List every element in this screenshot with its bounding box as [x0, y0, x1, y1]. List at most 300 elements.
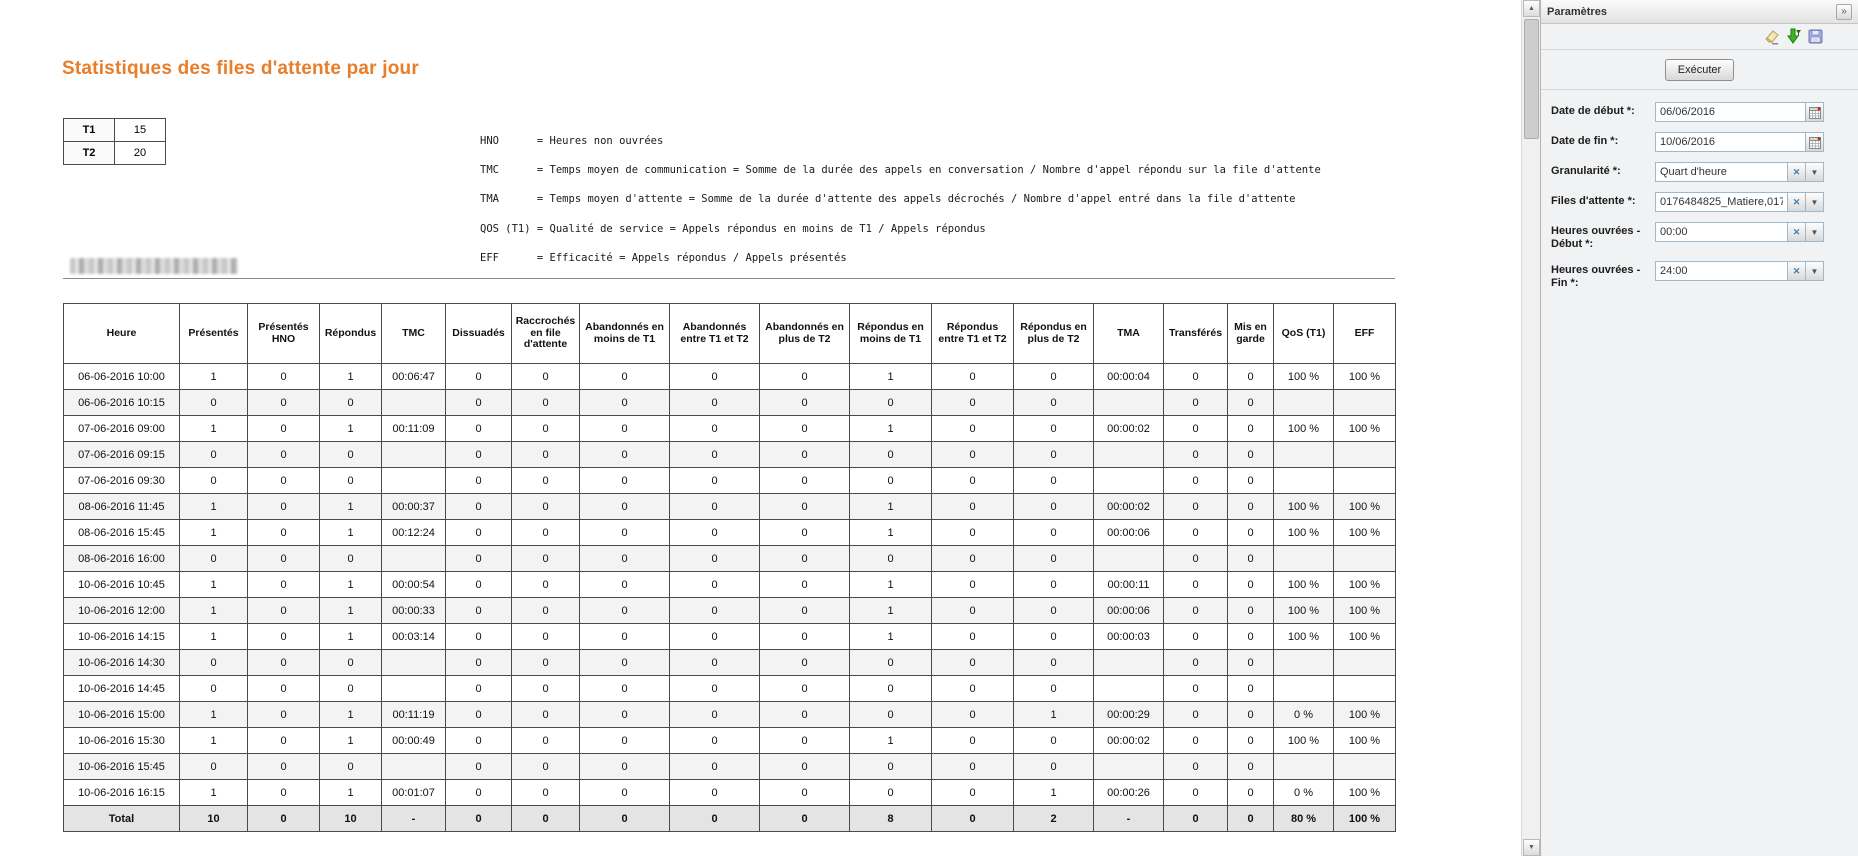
table-cell: 0	[760, 572, 850, 598]
table-cell: 0	[512, 702, 580, 728]
table-cell: -	[1094, 806, 1164, 832]
table-row	[64, 468, 1396, 494]
threshold-value: 20	[115, 142, 166, 165]
table-cell: 0	[1014, 546, 1094, 572]
granularite-input[interactable]	[1655, 162, 1788, 182]
table-cell: 0	[760, 780, 850, 806]
table-row	[64, 780, 1396, 806]
table-cell: 0	[512, 624, 580, 650]
save-icon[interactable]	[1807, 28, 1824, 45]
table-cell: 00:11:19	[382, 702, 446, 728]
table-cell: 10-06-2016 15:45	[64, 754, 180, 780]
table-cell: 1	[850, 598, 932, 624]
table-cell: 0	[248, 598, 320, 624]
table-cell: 0	[670, 806, 760, 832]
table-cell: 0	[446, 520, 512, 546]
table-cell: 0	[850, 650, 932, 676]
threshold-value: 15	[115, 119, 166, 142]
table-cell: 10-06-2016 15:30	[64, 728, 180, 754]
table-cell: 0	[446, 624, 512, 650]
table-cell: 00:00:37	[382, 494, 446, 520]
table-cell: 0	[932, 754, 1014, 780]
field-label: Heures ouvrées - Fin *:	[1551, 264, 1641, 289]
table-cell: 00:00:54	[382, 572, 446, 598]
table-cell	[1274, 468, 1334, 494]
field-label: Date de fin *:	[1551, 135, 1619, 147]
table-cell: 100 %	[1334, 728, 1396, 754]
collapse-panel-icon[interactable]: »	[1836, 4, 1852, 20]
table-cell: 0	[932, 702, 1014, 728]
table-cell: 0	[512, 754, 580, 780]
table-cell	[382, 390, 446, 416]
table-cell: 0	[580, 676, 670, 702]
table-row	[64, 119, 166, 142]
table-cell: 0	[850, 442, 932, 468]
table-cell: 0	[760, 650, 850, 676]
table-cell: 1	[850, 364, 932, 390]
column-header: Heure	[64, 304, 180, 364]
table-cell: 0	[248, 806, 320, 832]
table-cell: 0	[1228, 702, 1274, 728]
table-cell: 1	[850, 494, 932, 520]
table-cell: 08-06-2016 11:45	[64, 494, 180, 520]
table-cell: 0	[670, 754, 760, 780]
table-cell: 1	[320, 416, 382, 442]
column-header: Abandonnés en plus de T2	[760, 304, 850, 364]
table-cell: 0	[512, 650, 580, 676]
table-cell: 00:00:04	[1094, 364, 1164, 390]
table-cell: 0	[446, 806, 512, 832]
table-cell	[1094, 676, 1164, 702]
table-cell: 0	[670, 624, 760, 650]
table-cell: 0	[670, 390, 760, 416]
table-cell: 0	[248, 624, 320, 650]
field-date-debut	[1551, 102, 1848, 122]
table-cell: 0	[932, 390, 1014, 416]
table-cell: 0	[248, 676, 320, 702]
page-title: Statistiques des files d'attente par jour	[62, 58, 419, 79]
stats-body	[64, 364, 1396, 832]
table-cell: 0	[670, 728, 760, 754]
table-cell: 0	[670, 442, 760, 468]
table-cell: 0	[932, 780, 1014, 806]
table-cell: 0	[248, 728, 320, 754]
table-cell: 0	[248, 468, 320, 494]
legend-line: QOS (T1) = Qualité de service = Appels répondus en moins de T1 / Appels répondus	[480, 222, 986, 235]
table-cell: 2	[1014, 806, 1094, 832]
table-cell: 0	[446, 390, 512, 416]
table-cell: 0	[580, 806, 670, 832]
table-cell: 100 %	[1274, 572, 1334, 598]
clear-field-icon[interactable]: ✕	[1788, 261, 1806, 281]
column-header: Répondus entre T1 et T2	[932, 304, 1014, 364]
table-cell: 0	[580, 624, 670, 650]
table-cell: 0	[932, 468, 1014, 494]
scrollbar-thumb[interactable]	[1524, 19, 1539, 139]
table-cell	[1274, 754, 1334, 780]
legend-line: EFF = Efficacité = Appels répondus / Appels présentés	[480, 252, 847, 265]
column-header: Présentés HNO	[248, 304, 320, 364]
table-cell: 0	[1164, 650, 1228, 676]
table-cell: 100 %	[1334, 494, 1396, 520]
table-cell: 0	[180, 390, 248, 416]
table-cell: 0	[670, 520, 760, 546]
table-cell: 1	[320, 780, 382, 806]
table-row	[64, 442, 1396, 468]
table-cell: 0	[320, 676, 382, 702]
table-cell: 0	[320, 390, 382, 416]
table-cell: 100 %	[1334, 624, 1396, 650]
table-cell	[1334, 650, 1396, 676]
table-cell: 100 %	[1334, 572, 1396, 598]
table-cell: 0	[670, 494, 760, 520]
table-cell: 00:00:02	[1094, 416, 1164, 442]
table-cell: 0	[1164, 546, 1228, 572]
table-cell: 0	[1164, 702, 1228, 728]
table-cell: 1	[180, 572, 248, 598]
table-cell: 0	[248, 572, 320, 598]
table-cell: 0	[670, 650, 760, 676]
table-cell: 0	[932, 520, 1014, 546]
table-cell: 10	[320, 806, 382, 832]
table-cell: 100 %	[1274, 364, 1334, 390]
table-cell: 0	[512, 520, 580, 546]
clear-field-icon[interactable]: ✕	[1788, 192, 1806, 212]
table-cell: 0	[670, 676, 760, 702]
table-cell: 0	[850, 676, 932, 702]
table-cell: 0	[446, 728, 512, 754]
thresholds-table	[63, 118, 166, 165]
table-cell: 1	[320, 572, 382, 598]
table-cell: 100 %	[1274, 494, 1334, 520]
table-cell: 0	[1014, 442, 1094, 468]
table-cell: 0	[1164, 728, 1228, 754]
table-cell: 100 %	[1334, 598, 1396, 624]
table-cell: 0	[446, 650, 512, 676]
table-row	[64, 624, 1396, 650]
table-cell: 0	[446, 702, 512, 728]
table-row	[64, 728, 1396, 754]
table-cell: 100 %	[1334, 416, 1396, 442]
table-cell: 0	[512, 806, 580, 832]
table-cell: 00:00:02	[1094, 728, 1164, 754]
table-cell: 0	[1014, 390, 1094, 416]
table-cell: 1	[180, 416, 248, 442]
table-cell: 0	[446, 364, 512, 390]
table-cell: 0	[580, 702, 670, 728]
table-cell: 0	[1228, 416, 1274, 442]
table-cell: 0	[580, 780, 670, 806]
table-cell: 1	[180, 780, 248, 806]
table-cell: 0	[512, 468, 580, 494]
field-date-fin	[1551, 132, 1848, 152]
table-cell: 1	[850, 416, 932, 442]
table-cell: 0	[580, 754, 670, 780]
table-cell: 0	[670, 780, 760, 806]
table-cell: 100 %	[1274, 598, 1334, 624]
table-cell: 100 %	[1274, 520, 1334, 546]
table-cell	[382, 442, 446, 468]
table-row	[64, 598, 1396, 624]
clear-field-icon[interactable]: ✕	[1788, 162, 1806, 182]
table-cell: 100 %	[1274, 728, 1334, 754]
table-cell: 00:00:02	[1094, 494, 1164, 520]
table-cell: 0	[580, 546, 670, 572]
table-cell: 0	[446, 780, 512, 806]
table-cell: 0	[1164, 364, 1228, 390]
table-cell: 0	[932, 598, 1014, 624]
table-cell: 0	[1164, 806, 1228, 832]
table-cell: 00:03:14	[382, 624, 446, 650]
legend-line: HNO = Heures non ouvrées	[480, 134, 664, 147]
table-cell: 100 %	[1334, 702, 1396, 728]
vertical-scrollbar[interactable]	[1521, 0, 1540, 856]
table-cell: 1	[320, 598, 382, 624]
table-cell: 0	[1164, 442, 1228, 468]
table-row	[64, 702, 1396, 728]
table-cell: 06-06-2016 10:15	[64, 390, 180, 416]
table-cell: 0	[580, 598, 670, 624]
table-row	[64, 494, 1396, 520]
execute-button[interactable]: Exécuter	[1665, 59, 1734, 81]
table-cell: 0	[1014, 572, 1094, 598]
date-fin-input[interactable]	[1655, 132, 1806, 152]
table-cell: 0	[512, 442, 580, 468]
clear-field-icon[interactable]: ✕	[1788, 222, 1806, 242]
table-cell: 0	[1164, 598, 1228, 624]
table-cell	[1274, 546, 1334, 572]
table-cell: 00:00:26	[1094, 780, 1164, 806]
scroll-up-icon[interactable]: ▲	[1523, 0, 1540, 17]
table-cell	[1094, 390, 1164, 416]
table-cell	[1094, 754, 1164, 780]
table-cell: 0	[180, 442, 248, 468]
table-cell: 0	[580, 728, 670, 754]
table-cell: 1	[320, 494, 382, 520]
calendar-icon[interactable]	[1806, 102, 1824, 122]
table-cell	[1334, 442, 1396, 468]
table-cell	[1094, 442, 1164, 468]
column-header: TMC	[382, 304, 446, 364]
table-cell: 08-06-2016 16:00	[64, 546, 180, 572]
table-cell	[382, 754, 446, 780]
table-cell: 0	[1164, 676, 1228, 702]
table-cell: 0	[850, 546, 932, 572]
field-label: Files d'attente *:	[1551, 195, 1636, 207]
column-header: Abandonnés entre T1 et T2	[670, 304, 760, 364]
column-header: Transférés	[1164, 304, 1228, 364]
chevron-down-icon[interactable]: ▼	[1806, 222, 1824, 242]
table-cell: 1	[180, 494, 248, 520]
column-header: Répondus	[320, 304, 382, 364]
table-cell: 0	[512, 598, 580, 624]
table-cell: 0	[580, 416, 670, 442]
table-cell: 0	[932, 728, 1014, 754]
table-cell: 1	[180, 624, 248, 650]
table-cell: 0	[1228, 572, 1274, 598]
field-label: Date de début *:	[1551, 105, 1635, 117]
chevron-down-icon[interactable]: ▼	[1806, 192, 1824, 212]
table-cell: 1	[320, 728, 382, 754]
table-cell: 10-06-2016 15:00	[64, 702, 180, 728]
field-files-attente	[1551, 192, 1848, 212]
table-cell: 0	[248, 520, 320, 546]
table-cell	[382, 650, 446, 676]
table-cell	[1334, 754, 1396, 780]
table-row	[64, 572, 1396, 598]
table-cell	[1274, 650, 1334, 676]
table-cell: 0	[446, 416, 512, 442]
table-cell: 0	[512, 546, 580, 572]
table-cell	[1094, 468, 1164, 494]
table-cell: 0	[320, 546, 382, 572]
heures-ouvrees-debut-input[interactable]	[1655, 222, 1788, 242]
table-cell	[382, 546, 446, 572]
table-cell: 0	[1014, 624, 1094, 650]
table-cell: 1	[180, 598, 248, 624]
table-cell: 1	[1014, 702, 1094, 728]
redacted-queue-name	[70, 258, 238, 274]
table-cell: 0	[760, 468, 850, 494]
table-cell: 0	[180, 468, 248, 494]
column-header: EFF	[1334, 304, 1396, 364]
table-cell: 0	[248, 780, 320, 806]
parameters-panel	[1540, 0, 1858, 856]
table-cell: 0	[1164, 390, 1228, 416]
table-cell: 0	[932, 416, 1014, 442]
table-cell: 0	[1164, 624, 1228, 650]
table-cell: 00:00:06	[1094, 598, 1164, 624]
table-cell: 0	[670, 702, 760, 728]
date-debut-input[interactable]	[1655, 102, 1806, 122]
table-cell: 0	[760, 728, 850, 754]
table-cell: 1	[850, 728, 932, 754]
table-cell: 0	[580, 494, 670, 520]
table-cell	[1334, 546, 1396, 572]
table-cell: 10	[180, 806, 248, 832]
table-cell: 0	[248, 390, 320, 416]
table-cell: 0 %	[1274, 780, 1334, 806]
table-cell: 0	[446, 546, 512, 572]
table-cell: 0	[248, 364, 320, 390]
table-cell: 100 %	[1334, 364, 1396, 390]
table-cell: 0	[932, 572, 1014, 598]
table-cell: 0	[932, 624, 1014, 650]
table-cell: 100 %	[1274, 416, 1334, 442]
table-cell	[1274, 442, 1334, 468]
table-cell: 0	[446, 676, 512, 702]
column-header: Présentés	[180, 304, 248, 364]
table-cell: 0	[580, 364, 670, 390]
table-cell: Total	[64, 806, 180, 832]
table-cell: 0	[580, 442, 670, 468]
table-cell: 0	[248, 442, 320, 468]
table-row	[64, 520, 1396, 546]
table-cell: 0	[760, 390, 850, 416]
table-cell: 0	[248, 494, 320, 520]
table-cell: 1	[180, 728, 248, 754]
apply-values-icon[interactable]	[1785, 28, 1802, 45]
table-cell	[1094, 546, 1164, 572]
table-cell: 0	[670, 364, 760, 390]
table-cell: 0	[1228, 520, 1274, 546]
table-cell: 0	[850, 754, 932, 780]
table-cell: 0	[512, 676, 580, 702]
table-cell	[1334, 468, 1396, 494]
table-cell: 1	[320, 520, 382, 546]
table-cell: 0	[512, 572, 580, 598]
field-label: Granularité *:	[1551, 165, 1621, 177]
table-cell: 1	[850, 572, 932, 598]
chevron-down-icon[interactable]: ▼	[1806, 261, 1824, 281]
field-label: Heures ouvrées - Début *:	[1551, 225, 1641, 250]
table-cell: 10-06-2016 14:30	[64, 650, 180, 676]
legend-line: TMA = Temps moyen d'attente = Somme de la durée d'attente des appels décrochés / Nombre d'appel entré dans la file d'attente	[480, 193, 1296, 206]
table-cell: 0	[248, 650, 320, 676]
table-row	[64, 754, 1396, 780]
table-cell: 100 %	[1334, 780, 1396, 806]
column-header: TMA	[1094, 304, 1164, 364]
table-cell: 0	[320, 650, 382, 676]
table-cell: 0	[580, 468, 670, 494]
table-cell: 0	[512, 728, 580, 754]
table-cell: 0	[180, 676, 248, 702]
table-cell	[1274, 390, 1334, 416]
table-cell	[1274, 676, 1334, 702]
table-cell: 0	[760, 546, 850, 572]
table-cell	[1094, 650, 1164, 676]
table-cell: 07-06-2016 09:30	[64, 468, 180, 494]
column-header: Mis en garde	[1228, 304, 1274, 364]
table-cell: 0	[932, 676, 1014, 702]
table-cell	[1334, 676, 1396, 702]
calendar-icon[interactable]	[1806, 132, 1824, 152]
table-cell: 00:00:03	[1094, 624, 1164, 650]
table-cell: 0	[580, 650, 670, 676]
table-cell: 0	[580, 572, 670, 598]
table-cell: 0	[580, 520, 670, 546]
table-cell: 0	[1014, 728, 1094, 754]
panel-header	[1541, 0, 1858, 24]
stats-header-row	[64, 304, 1396, 364]
table-cell: 0	[1228, 468, 1274, 494]
table-cell: 0	[670, 546, 760, 572]
table-cell: 0	[850, 390, 932, 416]
table-cell: 0	[850, 702, 932, 728]
files-attente-input[interactable]	[1655, 192, 1788, 212]
table-cell: 0	[932, 364, 1014, 390]
chevron-down-icon[interactable]: ▼	[1806, 162, 1824, 182]
table-cell: 0	[932, 546, 1014, 572]
table-cell: 00:00:49	[382, 728, 446, 754]
scroll-down-icon[interactable]: ▼	[1523, 839, 1540, 856]
threshold-label: T1	[64, 119, 115, 142]
table-cell: 0	[446, 598, 512, 624]
column-header: Répondus en moins de T1	[850, 304, 932, 364]
eraser-icon[interactable]	[1763, 28, 1780, 45]
table-cell	[1334, 390, 1396, 416]
table-cell: 1	[1014, 780, 1094, 806]
table-cell: 0	[1228, 364, 1274, 390]
table-cell: 0	[320, 468, 382, 494]
heures-ouvrees-fin-input[interactable]	[1655, 261, 1788, 281]
table-cell: 0	[248, 754, 320, 780]
execute-section	[1541, 50, 1858, 90]
table-cell	[382, 676, 446, 702]
table-cell: 00:00:33	[382, 598, 446, 624]
total-row	[64, 806, 1396, 832]
table-cell: 0	[1014, 676, 1094, 702]
